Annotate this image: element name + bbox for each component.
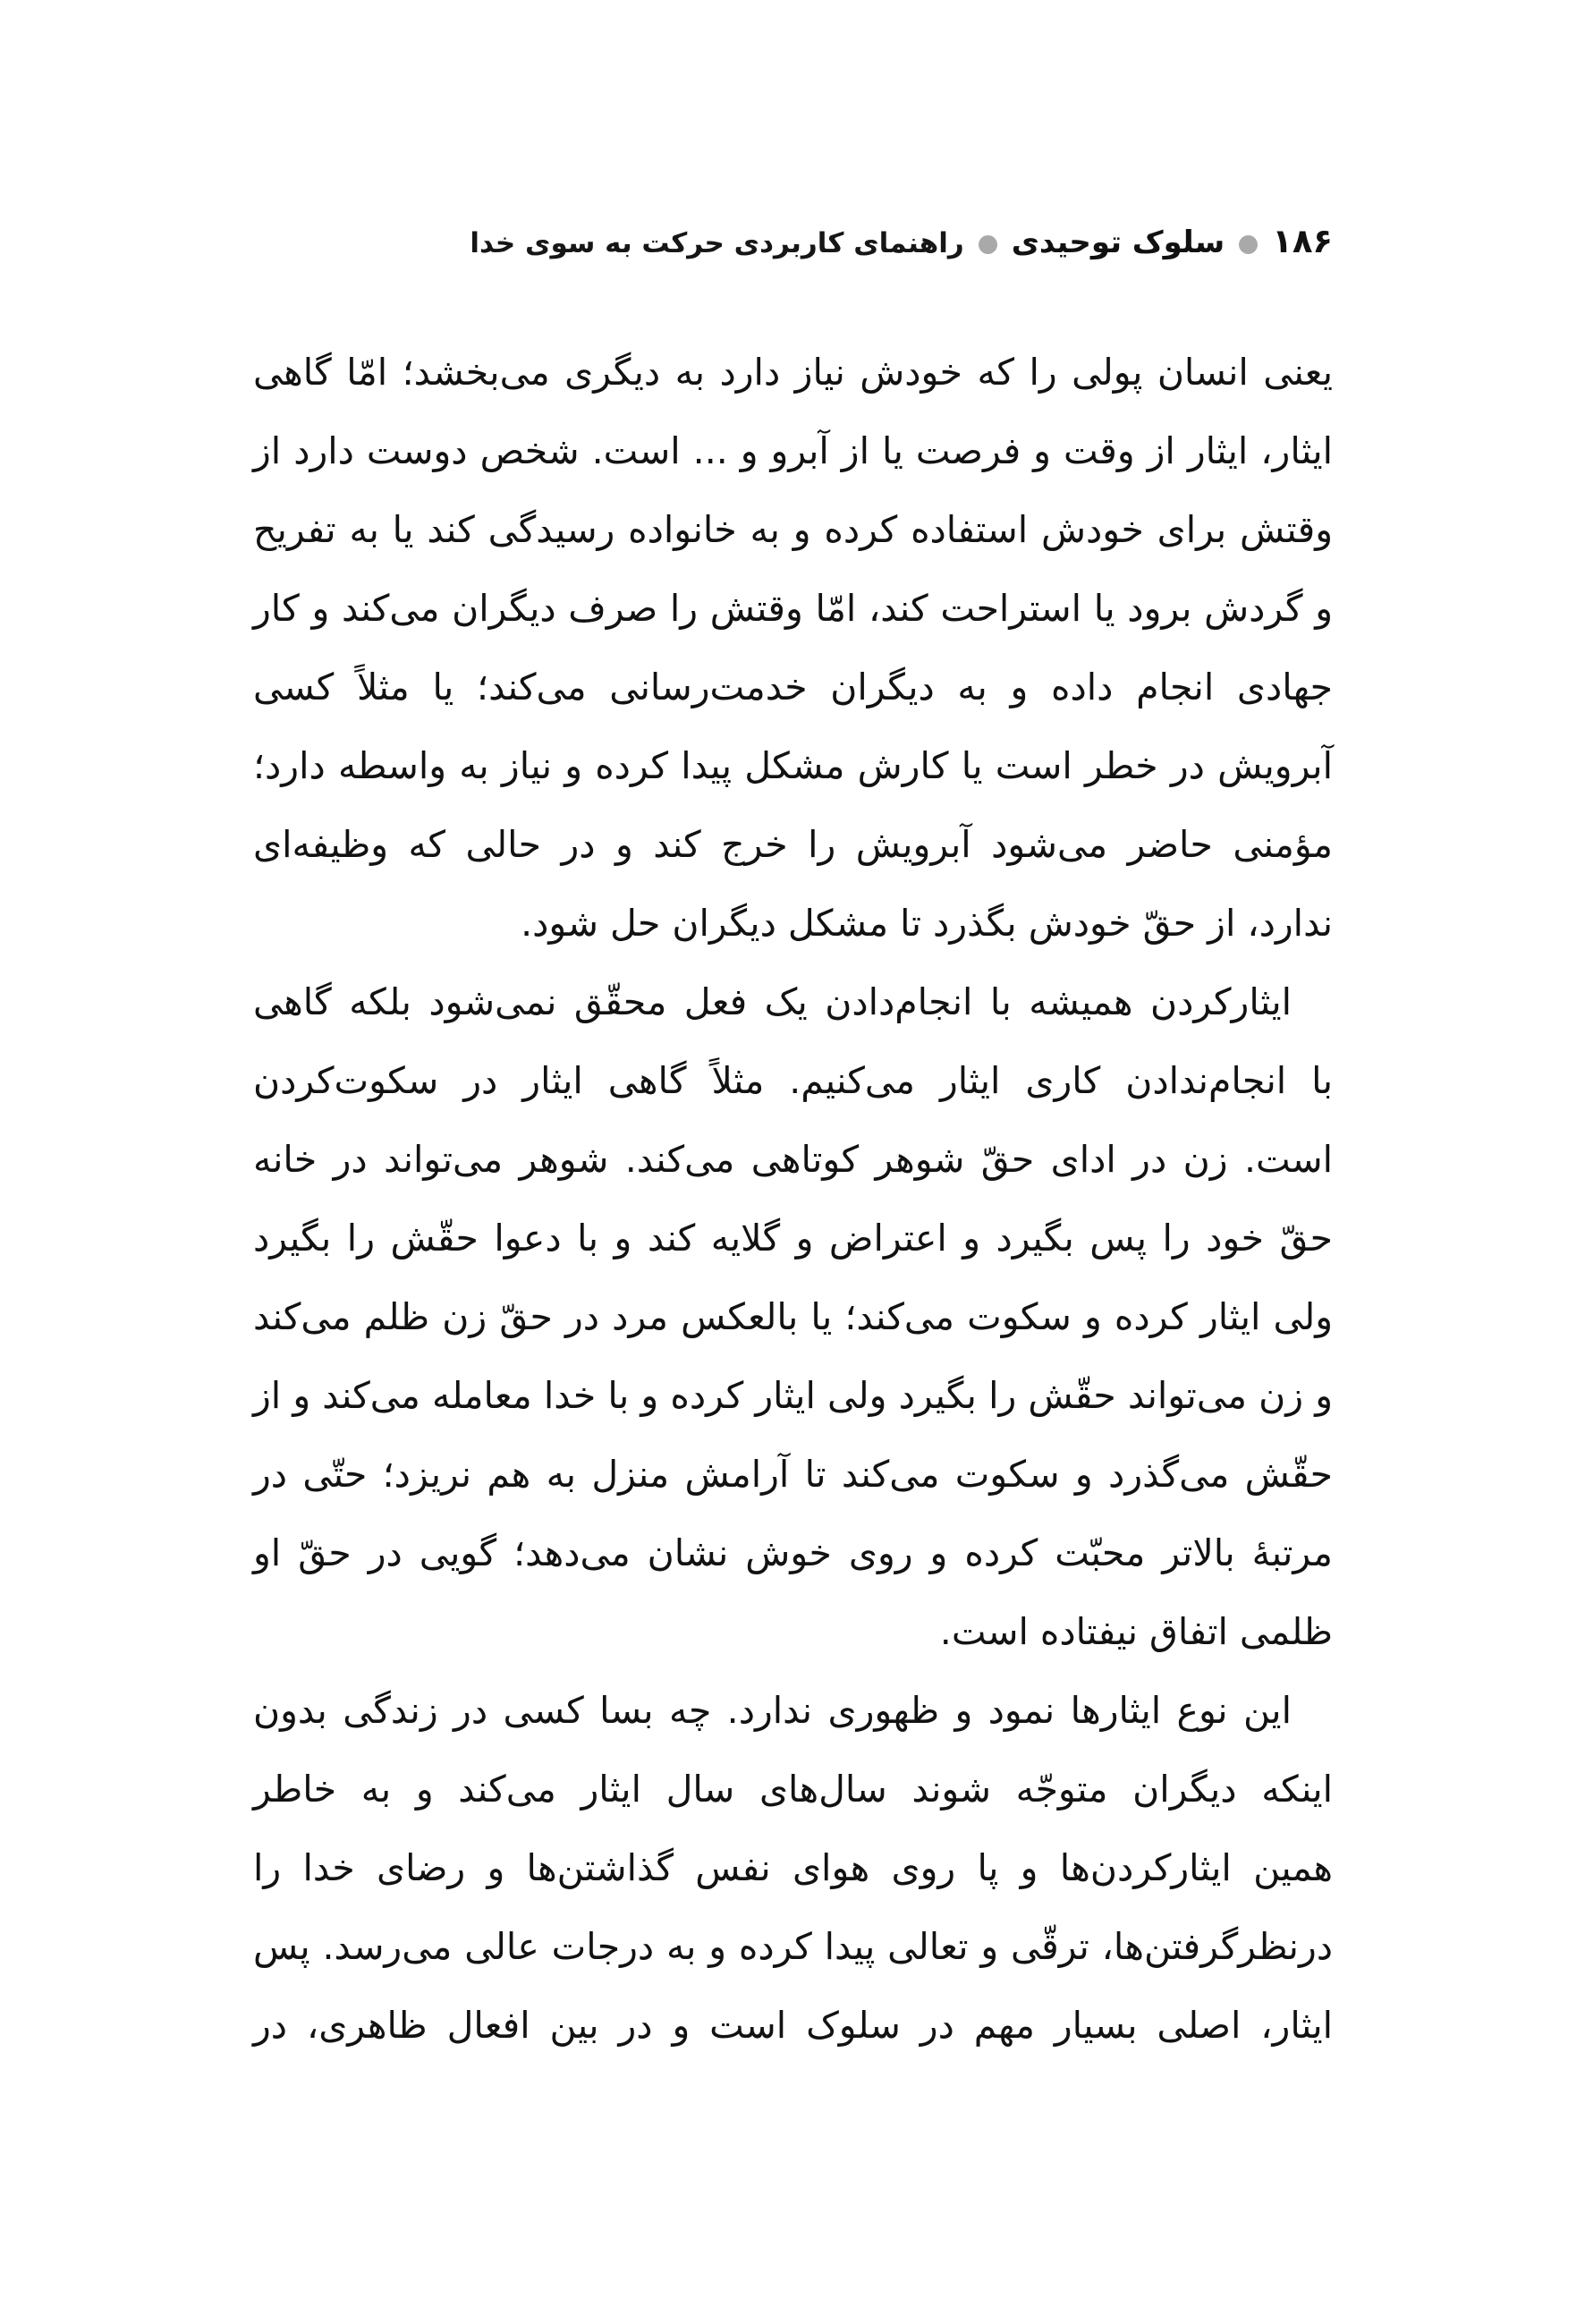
text-line: و گردش برود یا استراحت کند، امّا وقتش را صرف دیگران می‌کند و کار bbox=[253, 587, 1333, 630]
text-line: مؤمنی حاضر می‌شود آبرویش را خرج کند و در حالی که وظیفه‌ای bbox=[253, 823, 1333, 866]
text-line: یعنی انسان پولی را که خودش نیاز دارد به دیگری می‌بخشد؛ امّا گاهی bbox=[253, 351, 1333, 394]
text-line: مرتبهٔ بالاتر محبّت کرده و روی خوش نشان می‌دهد؛ گویی در حقّ او bbox=[253, 1531, 1333, 1574]
text-line: حقّ خود را پس بگیرد و اعتراض و گلایه کند و با دعوا حقّش را بگیرد bbox=[253, 1217, 1333, 1260]
page-number: ۱۸۶ bbox=[1272, 222, 1333, 260]
text-line: ندارد، از حقّ خودش بگذرد تا مشکل دیگران حل شود. bbox=[521, 902, 1333, 945]
text-line: جهادی انجام داده و به دیگران خدمت‌رسانی می‌کند؛ یا مثلاً کسی bbox=[253, 666, 1333, 708]
text-line: ولی ایثار کرده و سکوت می‌کند؛ یا بالعکس مرد در حقّ زن ظلم می‌کند bbox=[253, 1295, 1333, 1338]
book-title: سلوک توحیدی bbox=[1011, 225, 1225, 260]
text-line: با انجام‌ندادن کاری ایثار می‌کنیم. مثلاً گاهی ایثار در سکوت‌کردن bbox=[253, 1059, 1333, 1102]
text-line: و زن می‌تواند حقّش را بگیرد ولی ایثار کرده و با خدا معامله می‌کند و از bbox=[253, 1374, 1333, 1417]
text-line: ظلمی اتفاق نیفتاده است. bbox=[939, 1610, 1333, 1653]
text-line: این نوع ایثارها نمود و ظهوری ندارد. چه بسا کسی در زندگی بدون bbox=[253, 1689, 1292, 1732]
text-line: ایثار، ایثار از وقت و فرصت یا از آبرو و ... است. شخص دوست دارد از bbox=[253, 429, 1333, 472]
book-subtitle: راهنمای کاربردی حرکت به سوی خدا bbox=[470, 227, 964, 259]
body-text bbox=[253, 333, 1333, 2065]
separator-dot-icon bbox=[979, 235, 997, 254]
text-line: است. زن در ادای حقّ شوهر کوتاهی می‌کند. شوهر می‌تواند در خانه bbox=[253, 1138, 1333, 1181]
running-head bbox=[253, 222, 1333, 260]
text-line: آبرویش در خطر است یا کارش مشکل پیدا کرده و نیاز به واسطه دارد؛ bbox=[253, 744, 1333, 787]
text-line: اینکه دیگران متوجّه شوند سال‌های سال ایثار می‌کند و به خاطر bbox=[253, 1768, 1333, 1811]
separator-dot-icon bbox=[1239, 235, 1258, 254]
text-line: ایثارکردن همیشه با انجام‌دادن یک فعل محقّق نمی‌شود بلکه گاهی bbox=[253, 980, 1292, 1023]
text-line: همین ایثارکردن‌ها و پا روی هوای نفس گذاشتن‌ها و رضای خدا را bbox=[253, 1846, 1333, 1889]
text-line: وقتش برای خودش استفاده کرده و به خانواده رسیدگی کند یا به تفریح bbox=[253, 508, 1333, 551]
text-line: درنظرگرفتن‌ها، ترقّی و تعالی پیدا کرده و به درجات عالی می‌رسد. پس bbox=[253, 1925, 1333, 1968]
text-line: حقّش می‌گذرد و سکوت می‌کند تا آرامش منزل به هم نریزد؛ حتّی در bbox=[253, 1453, 1333, 1496]
text-line: ایثار، اصلی بسیار مهم در سلوک است و در بین افعال ظاهری، در bbox=[253, 2004, 1333, 2047]
